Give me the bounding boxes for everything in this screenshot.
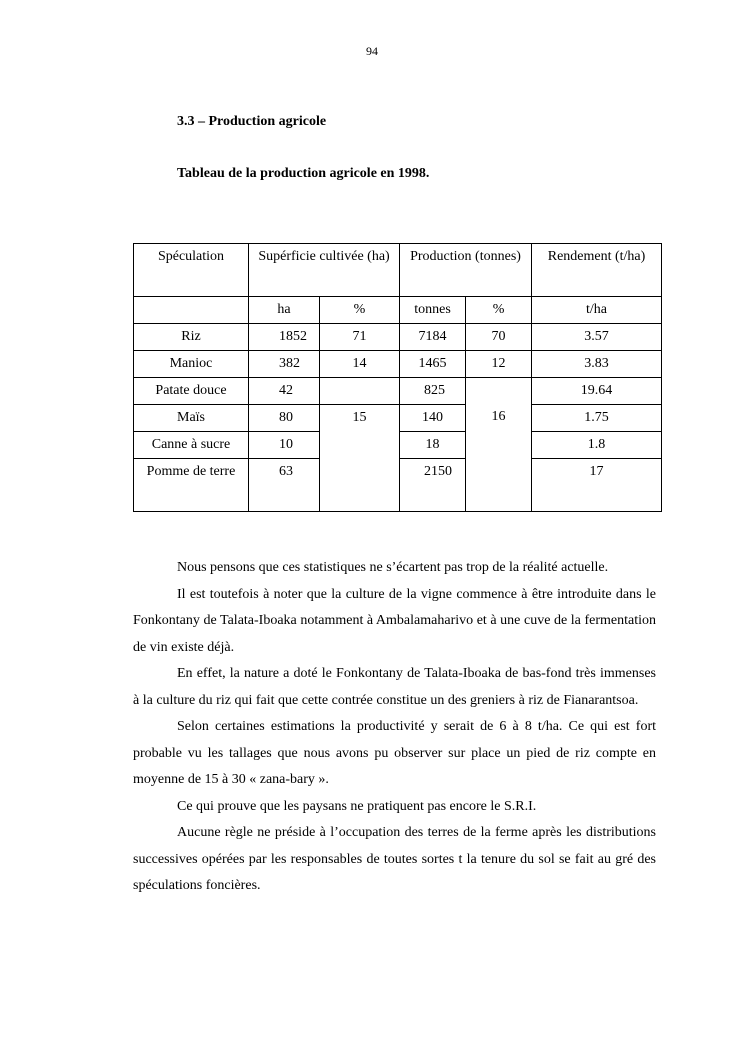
row-name: Pomme de terre bbox=[134, 459, 249, 512]
row-tonnes: 2150 bbox=[400, 459, 466, 512]
row-ha: 10 bbox=[249, 432, 320, 459]
row-name: Maïs bbox=[134, 405, 249, 432]
row-ha-pct-empty bbox=[320, 378, 400, 405]
merged-t-pct bbox=[466, 378, 532, 512]
row-tonnes: 18 bbox=[400, 432, 466, 459]
page-number: 94 bbox=[366, 44, 378, 58]
row-name: Patate douce bbox=[134, 378, 249, 405]
paragraph: Il est toutefois à noter que la culture de la vigne commence à être introduite dans le Fonkontany de Talata-Iboaka notamment à Ambalamaharivo et à une cuve de la fermentation de vin existe déjà. bbox=[133, 586, 656, 655]
unit-pct-superficie: % bbox=[320, 297, 400, 324]
row-tonnes: 1465 bbox=[400, 351, 466, 378]
row-name: Riz bbox=[134, 324, 249, 351]
header-superficie: Supérficie cultivée (ha) bbox=[249, 244, 400, 297]
row-t-pct: 12 bbox=[466, 351, 532, 378]
table-row bbox=[134, 378, 662, 405]
paragraph: Nous pensons que ces statistiques ne s’écartent pas trop de la réalité actuelle. bbox=[177, 560, 609, 575]
row-ha: 63 bbox=[249, 459, 320, 512]
table-title: Tableau de la production agricole en 1998. bbox=[177, 166, 430, 181]
row-ha: 382 bbox=[249, 351, 320, 378]
unit-pct-production: % bbox=[466, 297, 532, 324]
paragraph: Selon certaines estimations la productivité y serait de 6 à 8 t/ha. Ce qui est fort probable vu les tallages que nous avons pu observer sur place un pied de riz compte en moyenne de 15 à 30 « zana-bary ». bbox=[133, 719, 656, 787]
table-header-row bbox=[134, 244, 662, 297]
unit-tha: t/ha bbox=[532, 297, 662, 324]
merged-ha-pct-value: 15 bbox=[352, 410, 367, 425]
header-production: Production (tonnes) bbox=[400, 244, 532, 297]
row-tonnes: 825 bbox=[400, 378, 466, 405]
row-ha-pct: 71 bbox=[320, 324, 400, 351]
unit-tonnes: tonnes bbox=[400, 297, 466, 324]
table-row bbox=[134, 405, 662, 432]
merged-t-pct-value: 16 bbox=[491, 409, 506, 424]
units-empty-cell bbox=[134, 297, 249, 324]
row-ha-pct: 14 bbox=[320, 351, 400, 378]
paragraph: Aucune règle ne préside à l’occupation des terres de la ferme après les distributions successives opérées par les responsables de toutes sortes t la tenure du sol se fait au gré des spéculations foncières. bbox=[133, 825, 656, 893]
merged-ha-pct bbox=[320, 405, 400, 512]
unit-ha: ha bbox=[249, 297, 320, 324]
row-name: Canne à sucre bbox=[134, 432, 249, 459]
table-units-row bbox=[134, 297, 662, 324]
row-rend: 1.75 bbox=[532, 405, 662, 432]
production-table bbox=[133, 243, 662, 512]
table-row bbox=[134, 324, 662, 351]
row-ha: 1852 bbox=[249, 324, 320, 351]
row-name: Manioc bbox=[134, 351, 249, 378]
paragraph: En effet, la nature a doté le Fonkontany de Talata-Iboaka de bas-fond très immenses à la culture du riz qui fait que cette contrée constitue un des greniers à riz de Fianarantsoa. bbox=[133, 666, 656, 708]
row-t-pct: 70 bbox=[466, 324, 532, 351]
paragraph: Ce qui prouve que les paysans ne pratiquent pas encore le S.R.I. bbox=[177, 798, 537, 814]
row-ha: 80 bbox=[249, 405, 320, 432]
row-tonnes: 140 bbox=[400, 405, 466, 432]
row-rend: 3.83 bbox=[532, 351, 662, 378]
row-rend: 3.57 bbox=[532, 324, 662, 351]
table-row bbox=[134, 351, 662, 378]
row-tonnes: 7184 bbox=[400, 324, 466, 351]
row-rend: 17 bbox=[532, 459, 662, 512]
row-rend: 19.64 bbox=[532, 378, 662, 405]
header-speculation: Spéculation bbox=[134, 244, 249, 297]
body-text bbox=[133, 555, 656, 900]
header-rendement: Rendement (t/ha) bbox=[532, 244, 662, 297]
section-title: 3.3 – Production agricole bbox=[177, 114, 327, 129]
row-rend: 1.8 bbox=[532, 432, 662, 459]
row-ha: 42 bbox=[249, 378, 320, 405]
